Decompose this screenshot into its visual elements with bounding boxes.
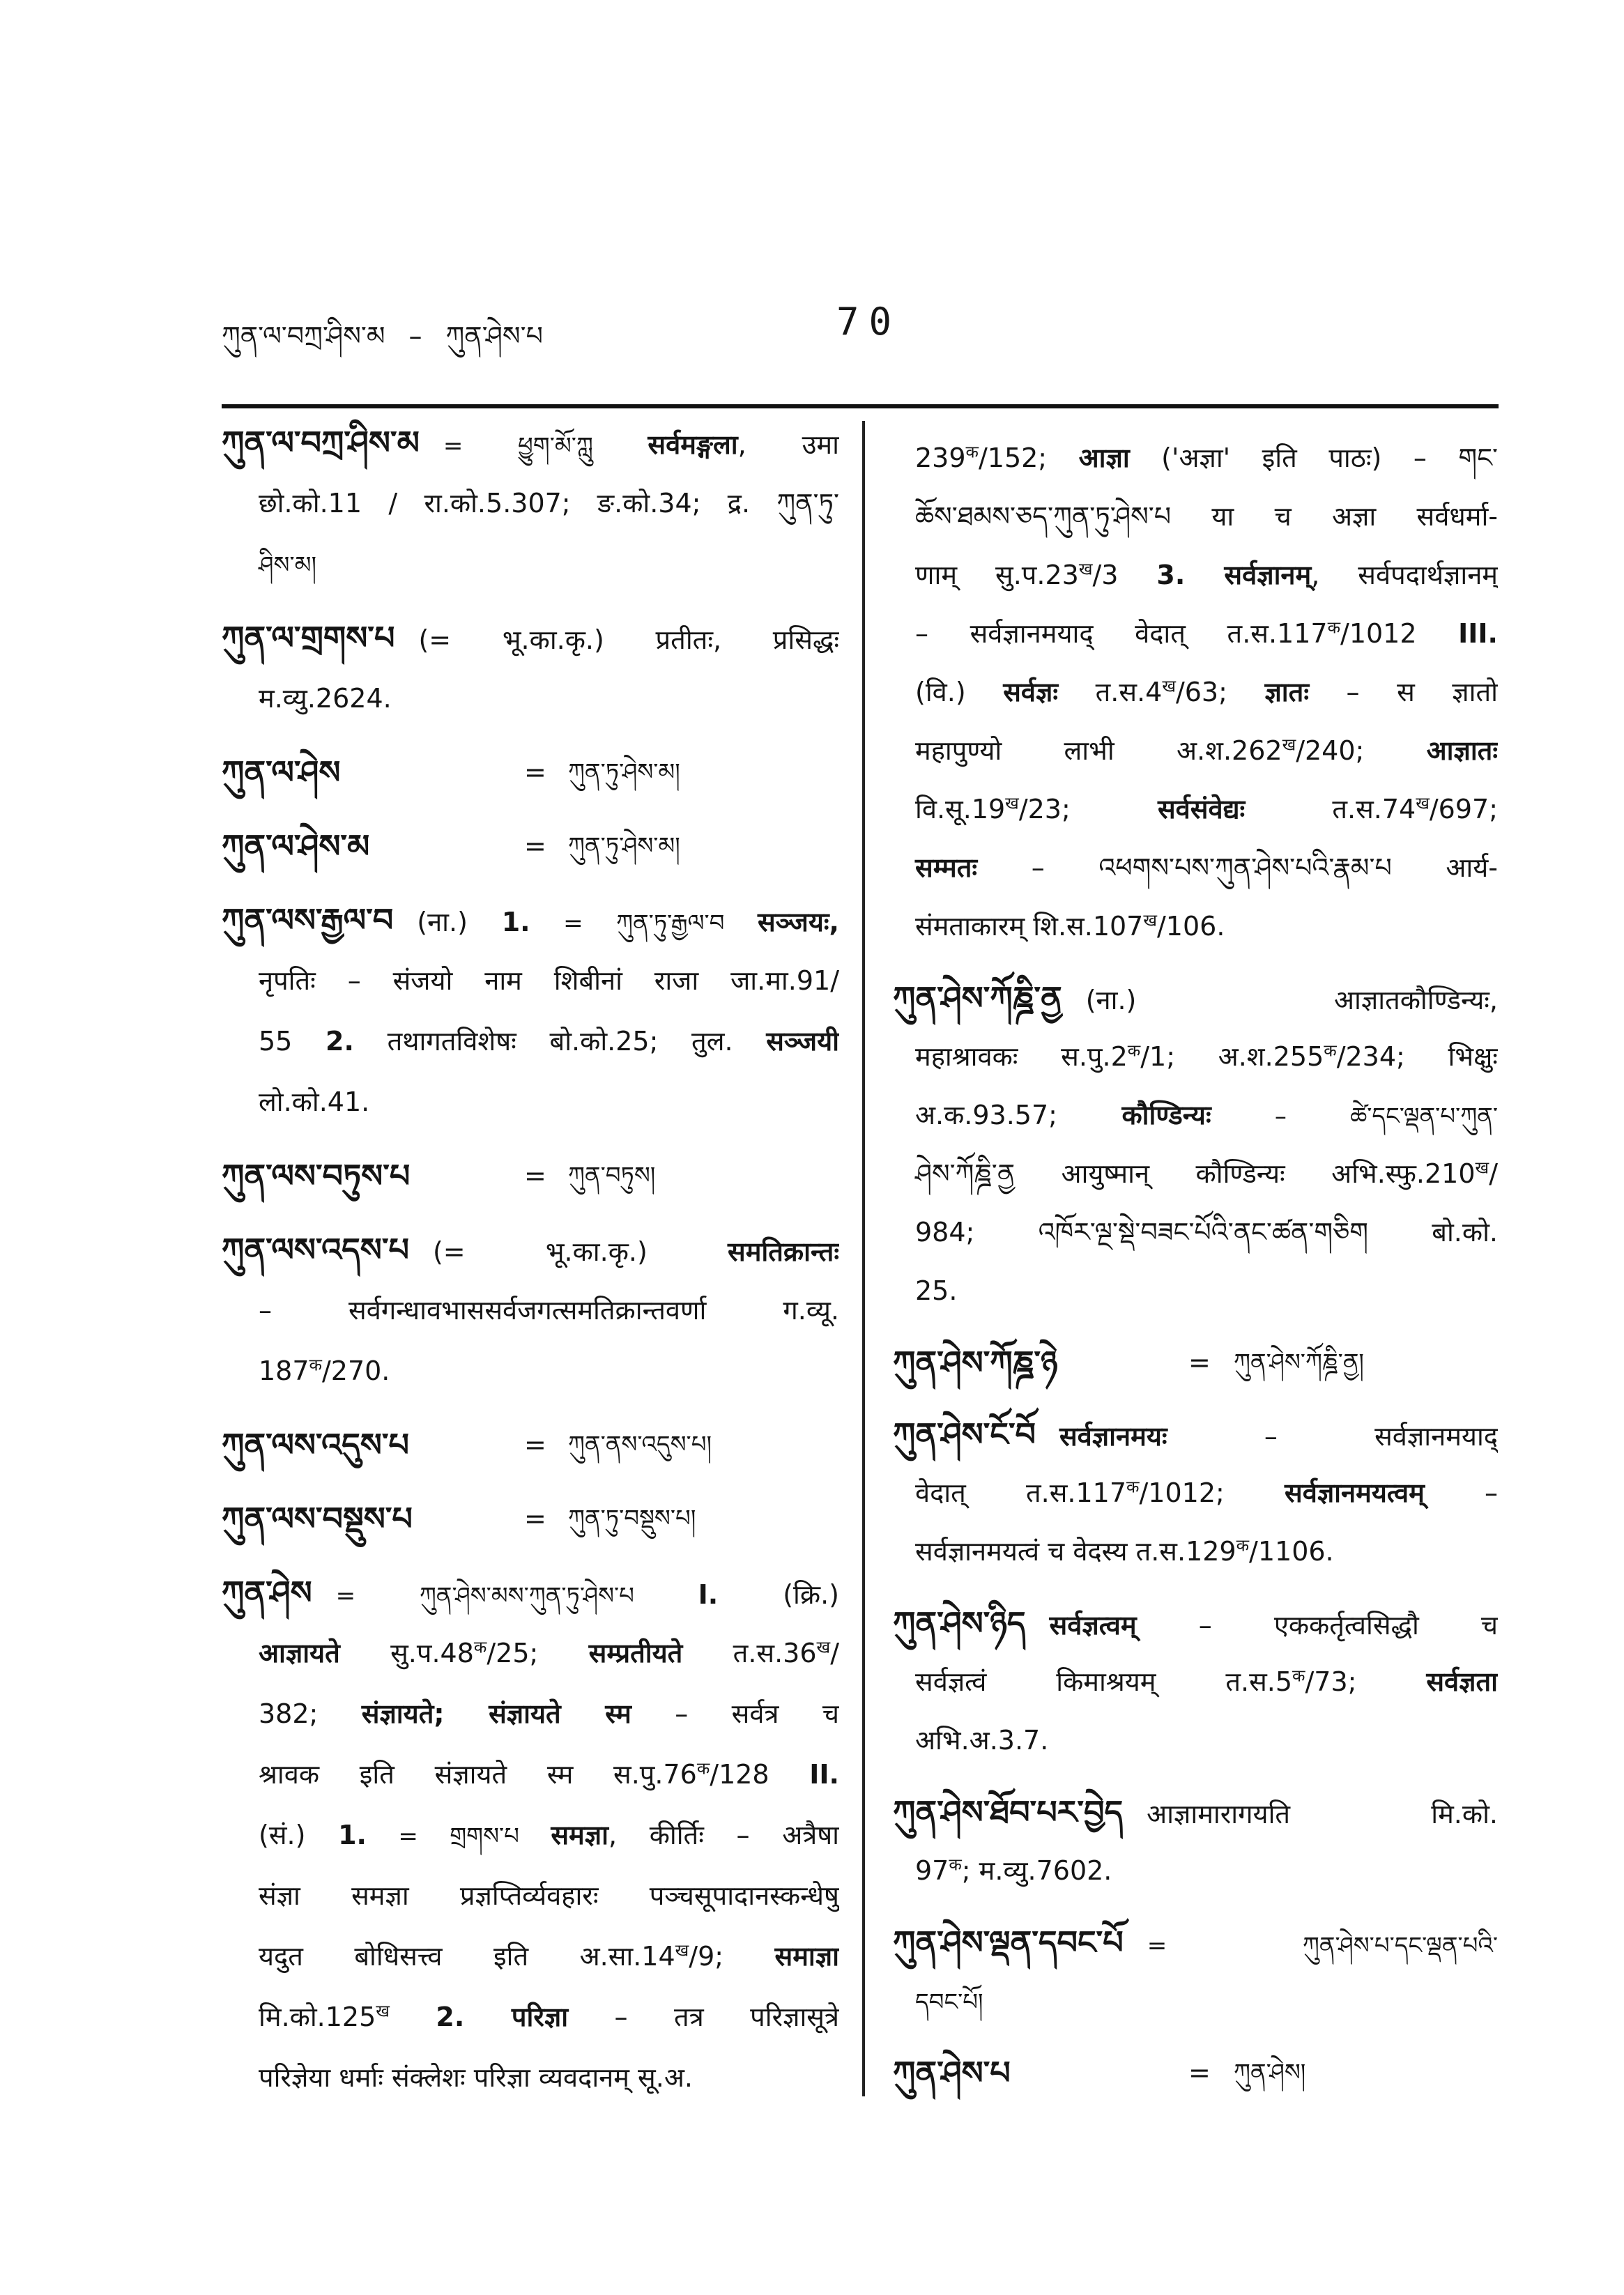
entry-headword: ཀུན་ལས་རྒྱལ་བ [222, 901, 394, 939]
dictionary-entry [893, 1594, 1498, 1770]
entry-line [222, 413, 839, 473]
text-segment: त.स.4 [1058, 677, 1163, 707]
entry-headword: ཀུན་ལ་ཤེས་མ [222, 827, 370, 865]
text-segment: – ཚེ་དང་ལྡན་པ་ཀུན་ [1211, 1103, 1498, 1130]
entry-line [893, 1261, 1498, 1320]
text-segment: अभि.अ.3.7. [915, 1725, 1049, 1756]
folio-side-superscript: ख [816, 1637, 831, 1657]
entry-line [222, 1341, 839, 1402]
text-segment [390, 2002, 436, 2032]
text-segment: – འཕགས་པས་ཀུན་ཤེས་པའི་རྣམ་པ आर्य- [977, 852, 1498, 883]
text-segment: त.स.74 [1245, 794, 1416, 824]
text-segment: / [1489, 1158, 1498, 1189]
text-segment: लो.को.41. [259, 1087, 370, 1117]
text-segment: /697; [1429, 794, 1498, 824]
text-segment: /3 [1092, 560, 1157, 590]
text-segment: /234; भिक्षुः [1336, 1041, 1498, 1072]
folio-side-superscript: क [473, 1637, 487, 1657]
folio-side-superscript: ख [1475, 1158, 1489, 1178]
text-segment: 984; འཁོར་ལྔ་སྡེ་བཟང་པོའི་ནང་ཚན་གཅིག बो.को. [915, 1217, 1498, 1248]
entry-line [893, 1405, 1498, 1464]
entry-line [893, 897, 1498, 955]
dictionary-entry [893, 969, 1498, 1320]
equals-sign: = [524, 757, 546, 788]
text-segment: = གྲགས་པ [366, 1822, 551, 1850]
text-segment: /240; [1296, 735, 1427, 766]
entry-line [222, 890, 839, 951]
entry-headword: ཀུན་ལ་ཤེས [222, 753, 341, 791]
entry-line [893, 663, 1498, 721]
dictionary-entry [222, 890, 839, 1133]
entry-line [893, 1913, 1498, 1972]
running-header-dash: – [408, 321, 422, 351]
entry-line [222, 473, 839, 534]
text-segment: – स ज्ञातो [1309, 677, 1498, 707]
bold-term: समाज्ञा [774, 1941, 839, 1972]
folio-side-superscript: ख [1078, 559, 1093, 579]
folio-side-superscript: ख [1143, 910, 1157, 930]
text-segment: 97 [915, 1855, 949, 1886]
text-segment: अ.क.93.57; [915, 1100, 1122, 1130]
dictionary-entry [222, 1415, 839, 1475]
text-segment: संमताकारम् शि.स.107 [915, 911, 1144, 942]
bold-term: सर्वमङ्गला [648, 429, 738, 460]
running-header-last-word: ཀུན་ཤེས་པ [445, 321, 543, 351]
entry-line [893, 487, 1498, 546]
entry-line [893, 1333, 1498, 1392]
entry-line [222, 1280, 839, 1341]
text-segment: 25. [915, 1275, 958, 1306]
right-column [893, 429, 1498, 2102]
bold-term: 1. [338, 1820, 367, 1850]
cross-reference: ཀུན་ཤེས་ཀོཎྜི་ནྱ། [1234, 1349, 1364, 1376]
left-column [222, 413, 839, 2108]
text-segment: सु.प.48 [339, 1638, 474, 1668]
text-segment: , सर्वपदार्थज्ञानम् [1311, 560, 1498, 590]
cross-reference: ཀུན་ཏུ་བསྡུས་པ། [568, 1505, 696, 1533]
entry-headword: ཀུན་ལས་འདས་པ [222, 1231, 409, 1268]
entry-line [222, 1805, 839, 1866]
dictionary-entry [222, 1220, 839, 1402]
dictionary-entry [222, 1146, 839, 1206]
text-segment: (ना.) [417, 907, 502, 937]
equals-sign: = [524, 1503, 546, 1534]
entry-line [222, 1415, 839, 1475]
text-segment: – सर्वज्ञानमयाद् [1167, 1421, 1498, 1452]
entry-line [222, 1623, 839, 1684]
text-segment: /1; अ.श.255 [1140, 1041, 1324, 1072]
running-header-first-word: ཀུན་ལ་བཀྲ་ཤིས་མ [222, 321, 385, 351]
bold-term: 2. परिज्ञा [436, 2002, 569, 2032]
text-segment: (= भू.का.कृ.) [432, 1236, 728, 1267]
bold-term: सर्वज्ञानमयत्वम् [1285, 1477, 1425, 1508]
text-segment: /9; [689, 1941, 775, 1972]
folio-side-superscript: क [1292, 1666, 1305, 1686]
equals-sign: = [524, 1160, 546, 1191]
folio-side-superscript: क [965, 442, 979, 462]
text-segment: सर्वज्ञानमयत्वं च वेदस्य त.स.129 [915, 1536, 1236, 1567]
folio-side-superscript: क [696, 1758, 710, 1779]
cross-reference: ཀུན་ཤེས། [1234, 2059, 1306, 2087]
text-segment: / [830, 1638, 839, 1668]
bold-term: सर्वसंवेद्यः [1157, 794, 1246, 824]
bold-term: II. [809, 1759, 839, 1790]
text-segment: (क्रि.) [718, 1579, 839, 1610]
text-segment: ཆོས་ཐམས་ཅད་ཀུན་ཏུ་ཤེས་པ या च अज्ञा सर्वधर्मा- [915, 501, 1498, 532]
text-segment: 382; [259, 1698, 362, 1729]
entry-headword: ཀུན་ཤེས་ཐོབ་པར་བྱེད [893, 1793, 1124, 1831]
text-segment: (= भू.का.कृ.) प्रतीतः, प्रसिद्धः [418, 624, 839, 655]
entry-line [222, 1489, 839, 1549]
folio-side-superscript: ख [675, 1940, 689, 1960]
text-segment: नृपतिः – संजयो नाम शिबीनां राजा जा.मा.91/ [259, 965, 839, 996]
text-segment: , कीर्तिः – अत्रैषा [608, 1820, 839, 1850]
text-segment: त.स.36 [682, 1638, 817, 1668]
text-segment: तथागतविशेषः बो.को.25; तुल. [353, 1026, 767, 1057]
text-segment: /23; [1018, 794, 1158, 824]
entry-line [893, 721, 1498, 780]
text-segment: – सर्वगन्धावभाससर्वजगत्समतिक्रान्तवर्णा ग.व्यू. [259, 1295, 839, 1326]
entry-line [893, 1086, 1498, 1144]
entry-line [893, 2043, 1498, 2102]
entry-line [893, 838, 1498, 897]
cross-reference: ཀུན་ཏུ་ཤེས་མ། [568, 758, 680, 786]
entry-line [893, 1594, 1498, 1652]
entry-headword: ཀུན་ལས་བསྡུས་པ [222, 1500, 413, 1537]
cross-reference: ཀུན་ཏུ་ཤེས་མ། [568, 832, 680, 860]
bold-term: सम्प्रतीयते [588, 1638, 683, 1668]
entry-line [222, 1744, 839, 1805]
bold-term: सर्वज्ञता [1426, 1666, 1498, 1697]
dictionary-entry [893, 429, 1498, 955]
text-segment: वि.सू.19 [915, 794, 1006, 824]
bold-term: I. [698, 1579, 719, 1610]
bold-term: 3. सर्वज्ञानम् [1156, 560, 1312, 590]
text-segment: णाम् सु.प.23 [915, 560, 1079, 590]
text-segment: /152; [978, 443, 1079, 473]
text-segment: = ཀུན་ཤེས་པ་དང་ལྡན་པའི་ [1147, 1932, 1498, 1960]
dictionary-entry [893, 1783, 1498, 1900]
entry-line [222, 1987, 839, 2048]
entry-line [222, 1220, 839, 1280]
folio-side-superscript: क [1236, 1535, 1250, 1556]
folio-side-superscript: क [309, 1355, 322, 1375]
entry-line [222, 1072, 839, 1133]
entry-line [893, 1711, 1498, 1770]
bold-term: सञ्जयः, [757, 907, 839, 937]
bold-term: सञ्जयी [766, 1026, 839, 1057]
text-segment: = ཀུན་ཏུ་རྒྱལ་བ [530, 909, 758, 937]
equals-sign: = [1188, 1347, 1211, 1378]
entry-line [893, 1203, 1498, 1261]
entry-line [222, 816, 839, 877]
text-segment: मि.को.125 [259, 2002, 376, 2032]
entry-line [893, 969, 1498, 1027]
text-segment: – तत्र परिज्ञासूत्रे [568, 2002, 839, 2032]
text-segment: /106. [1157, 911, 1225, 942]
bold-term: समज्ञा [551, 1820, 608, 1850]
entry-line [222, 1866, 839, 1926]
text-segment: 187 [259, 1356, 309, 1386]
bold-term: सम्मतः [915, 852, 978, 883]
entry-line [893, 1464, 1498, 1522]
text-segment: /73; [1305, 1666, 1427, 1697]
entry-line [893, 1841, 1498, 1900]
entry-line [222, 534, 839, 594]
entry-line [893, 780, 1498, 838]
dictionary-entry [893, 1913, 1498, 2030]
entry-headword: ཀུན་ཤེས [222, 1574, 312, 1611]
text-segment: /1012 [1340, 618, 1459, 649]
folio-side-superscript: क [1324, 1041, 1337, 1061]
text-segment: (ना.) आज्ञातकौण्डिन्यः, [1085, 985, 1498, 1015]
text-segment: /270. [321, 1356, 390, 1386]
bold-term: संज्ञायते; संज्ञायते स्म [361, 1698, 631, 1729]
text-segment: सर्वज्ञत्वं किमाश्रयम् त.स.5 [915, 1666, 1293, 1697]
entry-line [222, 1926, 839, 1987]
folio-side-superscript: ख [1162, 676, 1176, 696]
entry-line [893, 1144, 1498, 1203]
entry-headword: ཀུན་ལས་འདུས་པ [222, 1426, 409, 1464]
text-segment: (वि.) [915, 677, 1004, 707]
text-segment: /1106. [1249, 1536, 1334, 1567]
entry-headword: ཀུན་ལ་གྲགས་པ [222, 619, 395, 657]
text-segment: महाश्रावकः स.पु.2 [915, 1041, 1128, 1072]
dictionary-entry [222, 816, 839, 877]
text-segment: = ཀུན་ཤེས་མས་ཀུན་ཏུ་ཤེས་པ [335, 1582, 698, 1610]
entry-headword: ཀུན་ཤེས་པ [893, 2054, 1011, 2091]
folio-side-superscript: क [949, 1855, 962, 1875]
text-segment: /128 [710, 1759, 810, 1790]
dictionary-entry [893, 1333, 1498, 1392]
bold-term: 1. [501, 907, 530, 937]
page-number: 70 [836, 300, 902, 344]
header-rule [222, 404, 1499, 408]
entry-headword: ཀུན་ཤེས་ཀོཎྜ་ཉེ [893, 1344, 1058, 1381]
bold-term: कौण्डिन्यः [1121, 1100, 1211, 1130]
text-segment: དབང་པོ། [915, 1988, 983, 2016]
bold-term: सर्वज्ञानमयः [1059, 1421, 1167, 1452]
text-segment: /1012; [1139, 1477, 1285, 1508]
folio-side-superscript: क [1327, 617, 1341, 638]
dictionary-entry [893, 1405, 1498, 1581]
running-header [222, 307, 543, 381]
text-segment: , उमा [737, 429, 839, 460]
equals-sign: = [524, 1429, 546, 1460]
text-segment: म.व्यु.2624. [259, 683, 392, 714]
text-segment: श्रावक इति संज्ञायते स्म स.पु.76 [259, 1759, 697, 1790]
entry-line [893, 604, 1498, 663]
text-segment: महापुण्यो लाभी अ.श.262 [915, 735, 1282, 766]
text-segment: ('अज्ञा' इति पाठः) – གང་ [1129, 443, 1498, 473]
entry-line [893, 1027, 1498, 1086]
folio-side-superscript: ख [1416, 793, 1430, 813]
text-segment: आज्ञामारागयति मि.को. [1147, 1799, 1498, 1829]
entry-line [222, 1563, 839, 1623]
entry-line [222, 668, 839, 729]
text-segment: वेदात् त.स.117 [915, 1477, 1127, 1508]
text-segment: यदुत बोधिसत्त्व इति अ.सा.14 [259, 1941, 675, 1972]
text-segment: छो.को.11 / रा.को.5.307; ङ.को.34; द्र. ཀུན་ཏུ་ [259, 488, 839, 519]
text-segment: संज्ञा समज्ञा प्रज्ञप्तिर्व्यवहारः पञ्चसूपादानस्कन्धेषु [259, 1880, 839, 1911]
text-segment: (सं.) [259, 1820, 339, 1850]
text-segment: ཤེས་ཀོཎྜི་ནྱ आयुष्मान् कौण्डिन्यः अभि.स्फु.210 [915, 1158, 1476, 1189]
text-segment: /63; [1175, 677, 1265, 707]
bold-term: समतिक्रान्तः [728, 1236, 839, 1267]
entry-line [222, 2048, 839, 2108]
cross-reference: ཀུན་ནས་འདུས་པ། [568, 1431, 712, 1459]
entry-headword: ཀུན་ཤེས་ངོ་བོ [893, 1415, 1036, 1453]
entry-line [222, 1684, 839, 1744]
text-segment: = ཕྱུག་མོ་ཀླུ [443, 432, 648, 460]
entry-line [893, 546, 1498, 604]
folio-side-superscript: क [1126, 1477, 1140, 1497]
dictionary-entry [222, 608, 839, 729]
bold-term: 2. [325, 1026, 354, 1057]
bold-term: आज्ञातः [1426, 735, 1498, 766]
entry-line [222, 742, 839, 803]
text-segment: 55 [259, 1026, 326, 1057]
dictionary-entry [222, 413, 839, 594]
folio-side-superscript: ख [376, 2001, 390, 2021]
entry-line [222, 608, 839, 668]
text-segment: ; म.व्यु.7602. [961, 1855, 1112, 1886]
dictionary-entry [222, 1489, 839, 1549]
entry-line [893, 1522, 1498, 1581]
entry-headword: ཀུན་ཤེས་ལྡན་དབང་པོ [893, 1924, 1124, 1961]
dictionary-entry [222, 742, 839, 803]
text-segment: परिज्ञेया धर्माः संक्लेशः परिज्ञा व्यवदानम् सू.अ. [259, 2062, 693, 2093]
text-segment: 239 [915, 443, 966, 473]
folio-side-superscript: क [1127, 1041, 1141, 1061]
entry-line [893, 429, 1498, 487]
entry-line [222, 1011, 839, 1072]
bold-term: सर्वज्ञत्वम् [1049, 1610, 1137, 1641]
bold-term: आज्ञा [1078, 443, 1130, 473]
entry-line [222, 1146, 839, 1206]
bold-term: III. [1458, 618, 1498, 649]
equals-sign: = [524, 831, 546, 861]
text-segment: /25; [487, 1638, 589, 1668]
entry-headword: ཀུན་ཤེས་ཉིད [893, 1604, 1026, 1642]
equals-sign: = [1188, 2057, 1211, 2088]
entry-line [893, 1652, 1498, 1711]
text-segment: ཤིས་མ། [259, 551, 316, 579]
entry-line [893, 1972, 1498, 2030]
dictionary-entry [222, 1563, 839, 2108]
bold-term: सर्वज्ञः [1003, 677, 1059, 707]
text-segment: – एककर्तृत्वसिद्धौ च [1136, 1610, 1498, 1641]
entry-line [893, 1783, 1498, 1841]
entry-line [222, 951, 839, 1011]
folio-side-superscript: ख [1282, 735, 1296, 755]
bold-term: ज्ञातः [1264, 677, 1309, 707]
dictionary-entry [893, 2043, 1498, 2102]
bold-term: आज्ञायते [259, 1638, 340, 1668]
column-divider [862, 421, 865, 2096]
cross-reference: ཀུན་བཏུས། [568, 1162, 656, 1190]
text-segment: – सर्वज्ञानमयाद् वेदात् त.स.117 [915, 618, 1328, 649]
entry-headword: ཀུན་ལས་བཏུས་པ [222, 1157, 411, 1195]
entry-headword: ཀུན་ཤེས་ཀོཎྜི་ནྱ [893, 979, 1062, 1017]
text-segment: – सर्वत्र च [631, 1698, 839, 1729]
entry-headword: ཀུན་ལ་བཀྲ་ཤིས་མ [222, 424, 420, 461]
folio-side-superscript: ख [1005, 793, 1019, 813]
text-segment: – [1424, 1477, 1498, 1508]
